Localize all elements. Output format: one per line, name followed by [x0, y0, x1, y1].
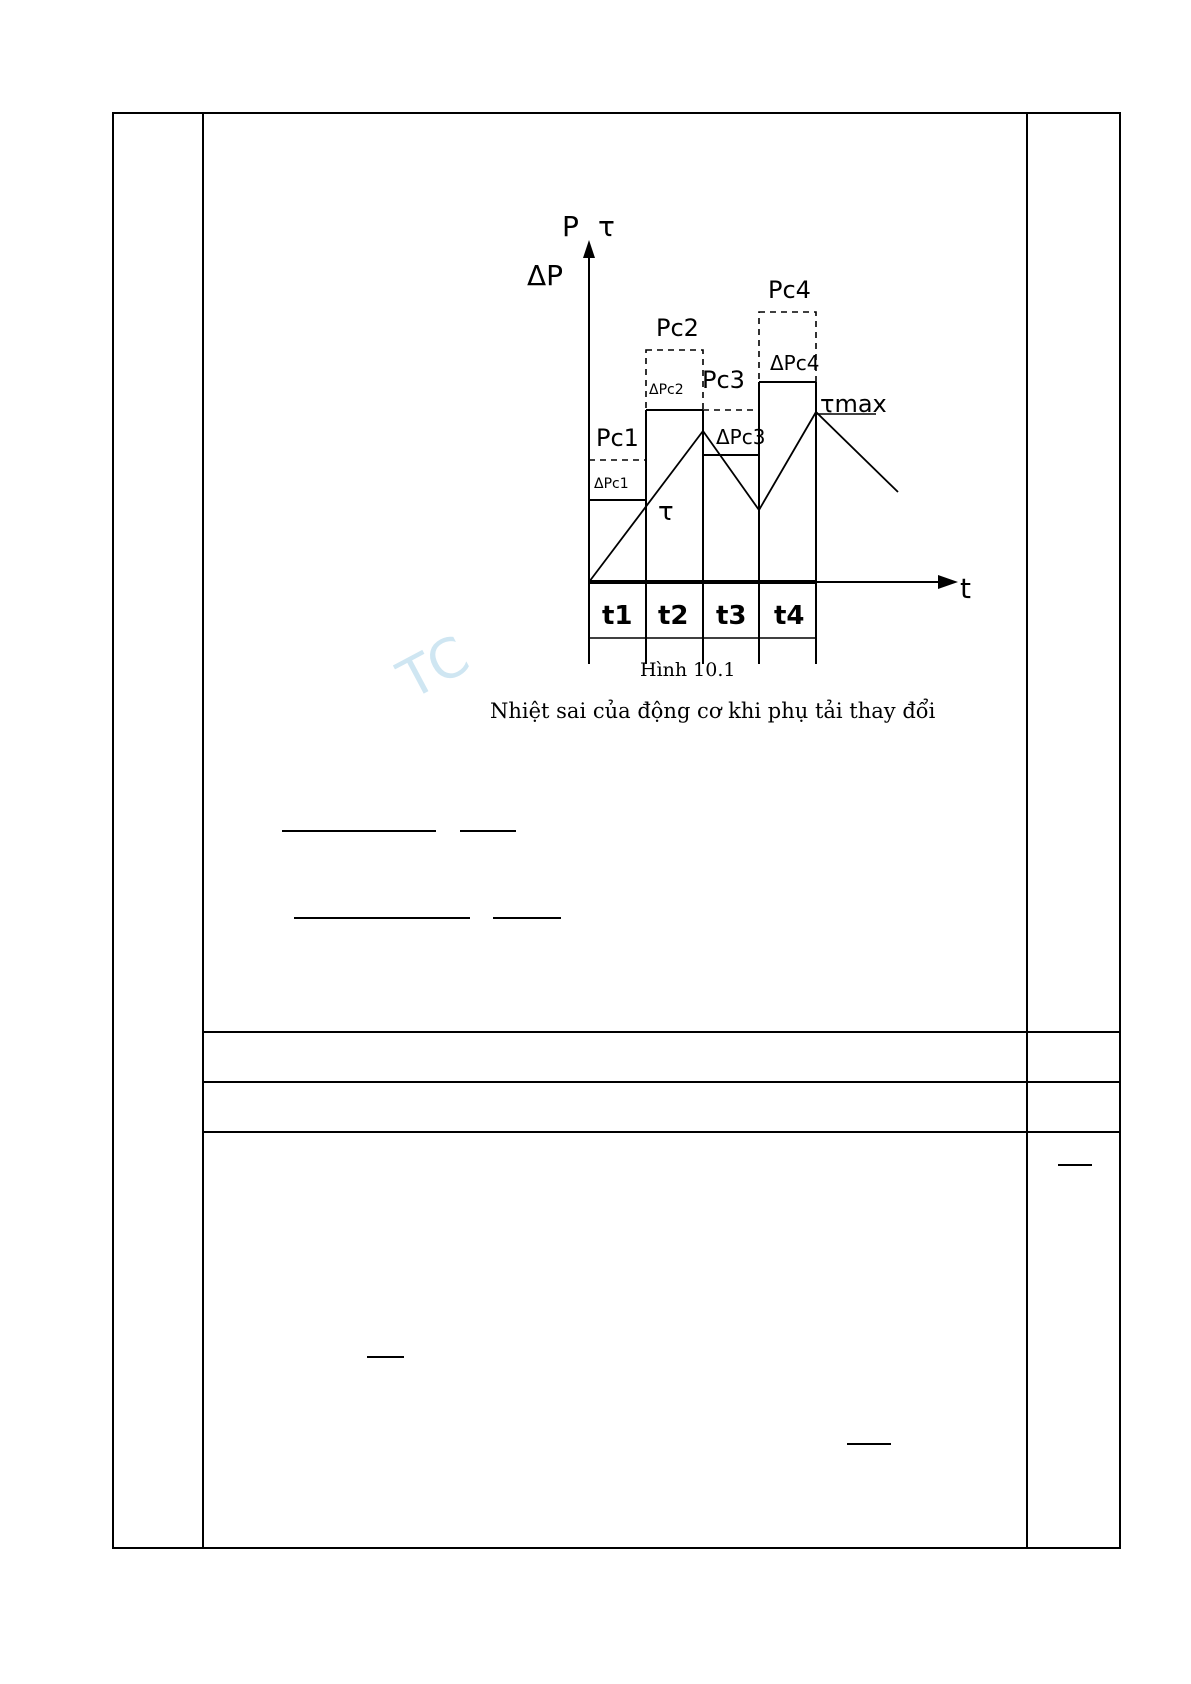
load-label-2: Pc2 [656, 314, 699, 342]
column-divider-left [202, 112, 204, 1549]
loss-label-2: ΔPc2 [649, 382, 684, 398]
load-label-3: Pc3 [702, 366, 745, 394]
fraction-bar [493, 917, 561, 919]
fraction-bar [282, 830, 436, 832]
load-temperature-diagram [470, 196, 1030, 736]
loss-label-1: ΔPc1 [594, 476, 629, 492]
fraction-bar [294, 917, 470, 919]
interval-label-2: t2 [658, 601, 689, 631]
axis-label-delta-p: ΔP [527, 259, 564, 292]
load-label-1: Pc1 [596, 424, 639, 452]
axis-label-t: t [960, 572, 971, 605]
interval-label-3: t3 [716, 601, 747, 631]
interval-label-1: t1 [602, 601, 633, 631]
loss-label-4: ΔPc4 [770, 351, 820, 375]
row-divider-3 [202, 1131, 1121, 1133]
interval-label-4: t4 [774, 601, 805, 631]
watermark: TC [388, 622, 481, 712]
axis-label-p: P [562, 210, 579, 243]
fraction-bar [367, 1356, 404, 1358]
loss-label-3: ΔPc3 [716, 425, 766, 449]
fraction-bar [460, 830, 516, 832]
row-divider-1 [202, 1031, 1121, 1033]
load-label-4: Pc4 [768, 276, 811, 304]
figure-caption: Nhiệt sai của động cơ khi phụ tải thay đổi [490, 699, 936, 723]
load-level-2 [646, 350, 703, 410]
row-divider-2 [202, 1081, 1121, 1083]
figure-10-1 [470, 196, 1030, 736]
fraction-bar [847, 1443, 891, 1445]
curve-label-tau: τ [658, 497, 674, 527]
figure-number: Hình 10.1 [640, 659, 736, 681]
fraction-bar [1058, 1164, 1092, 1166]
axis-label-tau: τ [598, 210, 615, 243]
time-axis-arrow [938, 575, 958, 589]
tau-max-label: τmax [820, 390, 887, 418]
vertical-axis-arrow [583, 240, 595, 258]
